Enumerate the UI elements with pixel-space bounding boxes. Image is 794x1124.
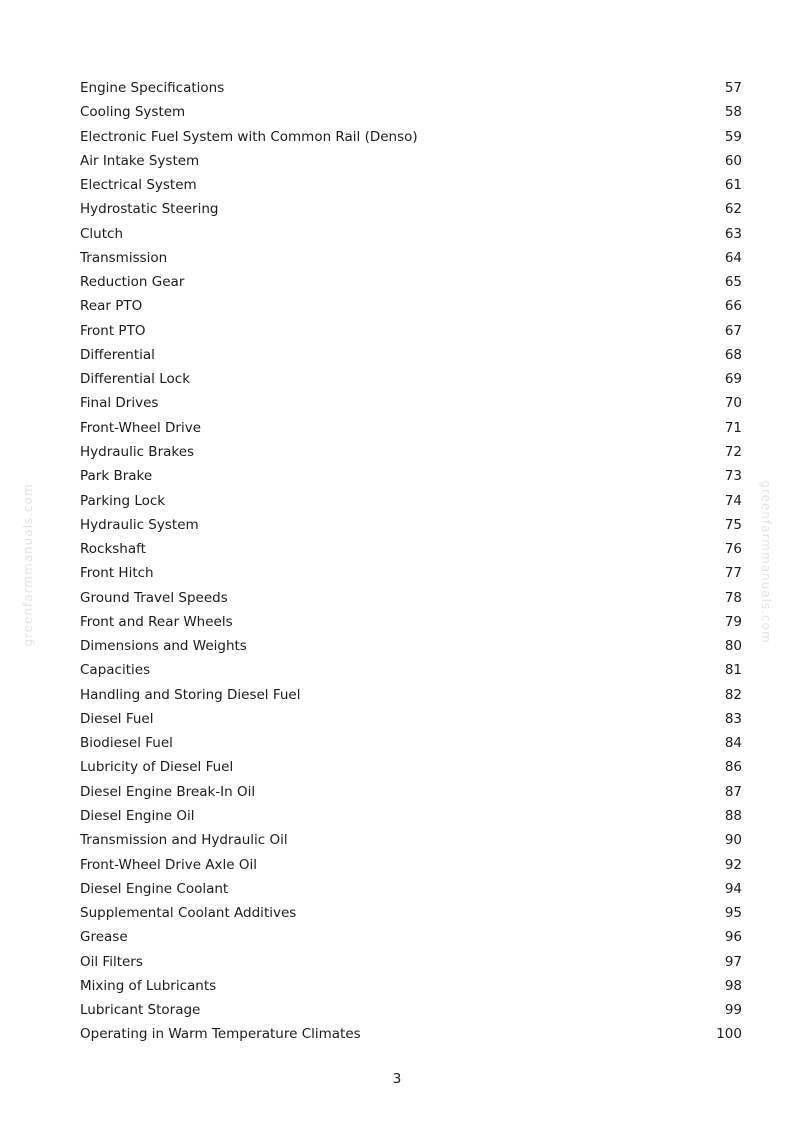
toc-entry[interactable] <box>80 586 742 610</box>
table-of-contents <box>80 76 742 1047</box>
toc-entry[interactable] <box>80 343 742 367</box>
toc-entry[interactable] <box>80 731 742 755</box>
toc-entry[interactable] <box>80 683 742 707</box>
toc-entry-title[interactable]: Rockshaft <box>80 541 146 558</box>
toc-entry-title[interactable]: Differential Lock <box>80 371 191 388</box>
toc-entry[interactable] <box>80 294 742 318</box>
toc-entry[interactable] <box>80 634 742 658</box>
toc-entry-title[interactable]: Grease <box>80 929 128 946</box>
toc-entry-title[interactable]: Ground Travel Speeds <box>80 589 228 606</box>
toc-entry-page[interactable]: 99 <box>724 1002 742 1019</box>
toc-entry-page[interactable]: 57 <box>724 80 742 96</box>
toc-entry[interactable] <box>80 100 742 124</box>
toc-entry-title[interactable]: Capacities <box>80 662 151 679</box>
toc-entry-page[interactable]: 87 <box>724 783 742 800</box>
toc-entry[interactable] <box>80 173 742 197</box>
toc-entry[interactable] <box>80 246 742 270</box>
toc-entry[interactable] <box>80 561 742 585</box>
toc-entry[interactable] <box>80 998 742 1022</box>
toc-entry[interactable] <box>80 828 742 852</box>
toc-entry[interactable] <box>80 440 742 464</box>
toc-entry-page[interactable]: 61 <box>724 177 742 194</box>
toc-entry-title[interactable]: Diesel Fuel <box>80 710 154 727</box>
toc-entry-title[interactable]: Supplemental Coolant Additives <box>80 905 297 922</box>
toc-entry[interactable] <box>80 950 742 974</box>
toc-entry[interactable] <box>80 853 742 877</box>
toc-entry-page[interactable]: 74 <box>724 492 742 509</box>
toc-entry-title[interactable]: Front-Wheel Drive <box>80 419 202 436</box>
toc-entry-page[interactable]: 76 <box>724 541 742 558</box>
toc-entry-title[interactable]: Lubricant Storage <box>80 1002 201 1019</box>
toc-entry[interactable] <box>80 707 742 731</box>
toc-entry-title[interactable]: Reduction Gear <box>80 274 185 291</box>
toc-entry-title[interactable]: Dimensions and Weights <box>80 638 247 655</box>
toc-entry-title[interactable]: Mixing of Lubricants <box>80 977 217 994</box>
toc-entry-page[interactable]: 78 <box>724 589 742 606</box>
toc-entry-title[interactable]: Front PTO <box>80 322 146 339</box>
toc-entry-page[interactable]: 90 <box>724 832 742 849</box>
toc-entry-page[interactable]: 86 <box>724 759 742 776</box>
toc-entry-title[interactable]: Lubricity of Diesel Fuel <box>80 759 234 776</box>
toc-entry-title[interactable]: Park Brake <box>80 468 153 485</box>
toc-entry[interactable] <box>80 464 742 488</box>
toc-entry[interactable] <box>80 537 742 561</box>
toc-entry-page[interactable]: 83 <box>724 710 742 727</box>
toc-entry-page[interactable]: 100 <box>716 1026 742 1043</box>
side-watermark-right: greenfarmmanuals.com <box>759 480 773 644</box>
toc-entry-title[interactable]: Transmission <box>80 249 168 266</box>
toc-entry[interactable] <box>80 416 742 440</box>
toc-entry[interactable] <box>80 149 742 173</box>
toc-entry-page[interactable]: 77 <box>724 565 742 582</box>
toc-entry[interactable] <box>80 780 742 804</box>
toc-entry-title[interactable]: Front and Rear Wheels <box>80 613 233 630</box>
toc-entry-page[interactable]: 81 <box>724 662 742 679</box>
toc-entry-title[interactable]: Clutch <box>80 225 124 242</box>
toc-entry-page[interactable]: 65 <box>724 274 742 291</box>
toc-entry[interactable] <box>80 197 742 221</box>
toc-entry-title[interactable]: Air Intake System <box>80 152 200 169</box>
toc-entry-title[interactable]: Hydraulic System <box>80 516 199 533</box>
toc-entry[interactable] <box>80 513 742 537</box>
toc-entry-title[interactable]: Cooling System <box>80 104 186 121</box>
side-watermark-left: greenfarmmanuals.com <box>21 483 35 647</box>
toc-entry-title[interactable]: Operating in Warm Temperature Climates <box>80 1026 361 1043</box>
toc-entry[interactable] <box>80 222 742 246</box>
toc-entry-page[interactable]: 62 <box>724 201 742 218</box>
toc-entry-title[interactable]: Handling and Storing Diesel Fuel <box>80 686 301 703</box>
toc-entry-title[interactable]: Final Drives <box>80 395 159 412</box>
toc-entry-page[interactable]: 95 <box>724 905 742 922</box>
toc-entry[interactable] <box>80 755 742 779</box>
toc-entry[interactable] <box>80 974 742 998</box>
toc-entry-title[interactable]: Parking Lock <box>80 492 166 509</box>
toc-entry-title[interactable]: Diesel Engine Oil <box>80 807 195 824</box>
toc-entry-page[interactable]: 68 <box>724 346 742 363</box>
toc-entry-title[interactable]: Hydrostatic Steering <box>80 201 219 218</box>
toc-entry[interactable] <box>80 804 742 828</box>
toc-entry[interactable] <box>80 925 742 949</box>
toc-entry-page[interactable]: 94 <box>724 880 742 897</box>
toc-entry-title[interactable]: Engine Specifications <box>80 80 225 96</box>
toc-entry-page[interactable]: 79 <box>724 613 742 630</box>
toc-entry-page[interactable]: 60 <box>724 152 742 169</box>
toc-entry-page[interactable]: 69 <box>724 371 742 388</box>
toc-entry[interactable] <box>80 391 742 415</box>
toc-entry-page[interactable]: 84 <box>724 735 742 752</box>
toc-entry-title[interactable]: Front Hitch <box>80 565 154 582</box>
toc-entry-page[interactable]: 66 <box>724 298 742 315</box>
toc-entry-title[interactable]: Diesel Engine Coolant <box>80 880 229 897</box>
toc-entry-page[interactable]: 82 <box>724 686 742 703</box>
toc-entry-title[interactable]: Diesel Engine Break-In Oil <box>80 783 256 800</box>
toc-entry-page[interactable]: 96 <box>724 929 742 946</box>
toc-entry-page[interactable]: 75 <box>724 516 742 533</box>
toc-entry-page[interactable]: 98 <box>724 977 742 994</box>
toc-entry[interactable] <box>80 877 742 901</box>
toc-entry-title[interactable]: Electrical System <box>80 177 197 194</box>
toc-entry-page[interactable]: 97 <box>724 953 742 970</box>
toc-entry-page[interactable]: 71 <box>724 419 742 436</box>
toc-entry[interactable] <box>80 319 742 343</box>
toc-entry[interactable] <box>80 125 742 149</box>
toc-entry-page[interactable]: 72 <box>724 443 742 460</box>
toc-entry[interactable] <box>80 367 742 391</box>
toc-entry-title[interactable]: Differential <box>80 346 155 363</box>
toc-entry-page[interactable]: 92 <box>724 856 742 873</box>
toc-entry-title[interactable]: Oil Filters <box>80 953 143 970</box>
toc-entry[interactable] <box>80 76 742 100</box>
toc-entry-page[interactable]: 63 <box>724 225 742 242</box>
toc-entry[interactable] <box>80 610 742 634</box>
toc-entry-page[interactable]: 64 <box>724 249 742 266</box>
toc-entry-page[interactable]: 70 <box>724 395 742 412</box>
toc-entry[interactable] <box>80 489 742 513</box>
toc-entry[interactable] <box>80 1022 742 1046</box>
toc-entry[interactable] <box>80 270 742 294</box>
page-number: 3 <box>392 1071 402 1087</box>
toc-entry-title[interactable]: Biodiesel Fuel <box>80 735 173 752</box>
toc-entry-title[interactable]: Transmission and Hydraulic Oil <box>80 832 288 849</box>
toc-entry-title[interactable]: Front-Wheel Drive Axle Oil <box>80 856 258 873</box>
toc-entry-title[interactable]: Electronic Fuel System with Common Rail (Denso) <box>80 128 418 145</box>
toc-entry-page[interactable]: 88 <box>724 807 742 824</box>
toc-entry-page[interactable]: 73 <box>724 468 742 485</box>
toc-entry-title[interactable]: Hydraulic Brakes <box>80 443 195 460</box>
toc-entry-page[interactable]: 58 <box>724 104 742 121</box>
toc-entry-title[interactable]: Rear PTO <box>80 298 143 315</box>
toc-entry[interactable] <box>80 658 742 682</box>
toc-entry[interactable] <box>80 901 742 925</box>
toc-entry-page[interactable]: 80 <box>724 638 742 655</box>
toc-entry-page[interactable]: 67 <box>724 322 742 339</box>
toc-entry-page[interactable]: 59 <box>724 128 742 145</box>
